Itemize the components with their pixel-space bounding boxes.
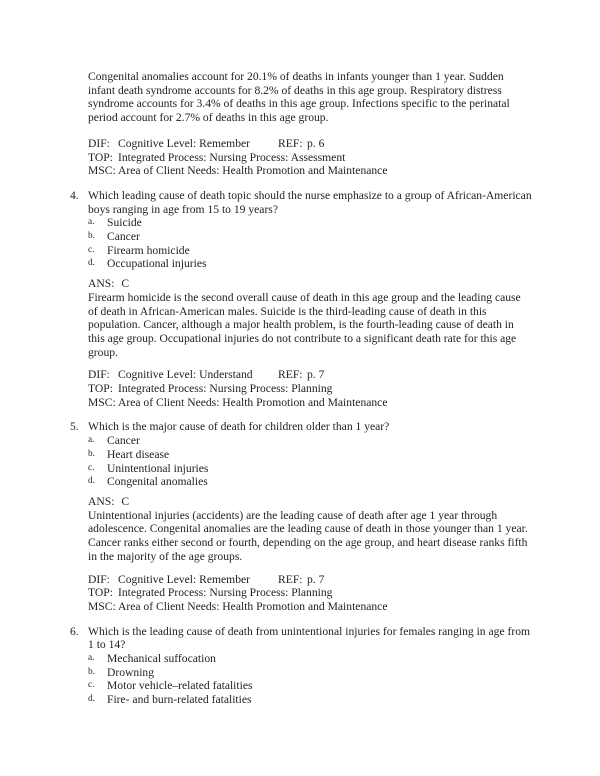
rationale-paragraph: Congenital anomalies account for 20.1% of deaths in infants younger than 1 year. Sudden infant death syndrome accounts for 8.2% of deaths in this age group. Respiratory distress syndrome accounts for 3.4% of deaths in this age group. Infections specific to the perinatal period account for 2.7% of deaths in this age group. <box>88 70 510 125</box>
option-letter: c. <box>88 680 95 691</box>
meta-row-top <box>88 151 533 165</box>
question-text: Which is the leading cause of death from unintentional injuries for females ranging in age from 1 to 14? <box>88 624 531 652</box>
answer-option <box>88 216 533 230</box>
option-text: Mechanical suffocation <box>107 652 216 666</box>
meta-row-top <box>88 382 533 396</box>
option-letter: a. <box>88 217 95 228</box>
answer-line <box>88 495 533 509</box>
question-text: Which leading cause of death topic should the nurse emphasize to a group of African-American boys ranging in age from 15 to 19 years? <box>88 188 532 216</box>
dif-label: DIF: <box>88 368 110 382</box>
option-letter: d. <box>88 476 95 487</box>
meta-row-dif <box>88 368 533 382</box>
answer-option <box>88 257 533 271</box>
msc-value: Area of Client Needs: Health Promotion and Maintenance <box>118 599 388 613</box>
answer-label: ANS: <box>88 277 115 291</box>
dif-label: DIF: <box>88 572 110 586</box>
option-text: Congenital anomalies <box>107 475 208 489</box>
question-text: Which is the major cause of death for children older than 1 year? <box>88 420 390 434</box>
meta-block <box>88 573 533 614</box>
msc-label: MSC: <box>88 395 116 409</box>
option-letter: b. <box>88 448 95 459</box>
answer-option <box>88 693 533 707</box>
answer-option <box>88 244 533 258</box>
question-body <box>88 420 533 613</box>
top-value: Integrated Process: Nursing Process: Planning <box>118 382 333 396</box>
question-item <box>70 420 540 613</box>
meta-block <box>88 368 533 409</box>
answer-option <box>88 448 533 462</box>
answer-option <box>88 666 533 680</box>
option-text: Cancer <box>107 230 140 244</box>
answer-value: C <box>121 277 130 291</box>
ref-value: p. 6 <box>307 136 325 150</box>
ref-label: REF: <box>278 572 303 586</box>
option-letter: b. <box>88 666 95 677</box>
rationale-paragraph: Unintentional injuries (accidents) are the leading cause of death after age 1 year through adolescence. Congenital anomalies are the leading cause of death in those younger than 1 year. Cancer ranks either second or fourth, depending on the age group, and heart disease ranks fifth in the majority of the age groups. <box>88 508 528 563</box>
option-letter: c. <box>88 244 95 255</box>
answer-line <box>88 277 533 291</box>
answer-option <box>88 230 533 244</box>
meta-row-dif <box>88 137 533 151</box>
options-list <box>88 652 533 707</box>
top-value: Integrated Process: Nursing Process: Planning <box>118 586 333 600</box>
option-letter: a. <box>88 435 95 446</box>
option-text: Firearm homicide <box>107 243 190 257</box>
option-text: Drowning <box>107 665 155 679</box>
question-item <box>70 189 540 410</box>
meta-row-msc <box>88 600 533 614</box>
top-label: TOP: <box>88 382 113 396</box>
ref-value: p. 7 <box>307 572 325 586</box>
ref-label: REF: <box>278 136 303 150</box>
dif-value: Cognitive Level: Understand <box>118 368 253 382</box>
meta-row-top <box>88 586 533 600</box>
msc-value: Area of Client Needs: Health Promotion and Maintenance <box>118 395 388 409</box>
top-label: TOP: <box>88 586 113 600</box>
answer-option <box>88 462 533 476</box>
option-text: Unintentional injuries <box>107 461 209 475</box>
option-letter: a. <box>88 653 95 664</box>
question-body <box>88 189 533 410</box>
option-text: Motor vehicle–related fatalities <box>107 679 253 693</box>
option-letter: b. <box>88 231 95 242</box>
msc-label: MSC: <box>88 599 116 613</box>
question-item <box>70 625 540 707</box>
top-value: Integrated Process: Nursing Process: Assessment <box>118 150 346 164</box>
meta-row-msc <box>88 164 533 178</box>
meta-block <box>88 137 533 178</box>
option-letter: d. <box>88 694 95 705</box>
meta-row-dif <box>88 573 533 587</box>
option-letter: c. <box>88 462 95 473</box>
answer-value: C <box>121 494 130 508</box>
ref-value: p. 7 <box>307 368 325 382</box>
msc-value: Area of Client Needs: Health Promotion and Maintenance <box>118 164 388 178</box>
options-list <box>88 216 533 271</box>
options-list <box>88 434 533 489</box>
answer-option <box>88 679 533 693</box>
answer-option <box>88 434 533 448</box>
msc-label: MSC: <box>88 164 116 178</box>
dif-value: Cognitive Level: Remember <box>118 572 251 586</box>
meta-row-msc <box>88 396 533 410</box>
option-letter: d. <box>88 258 95 269</box>
dif-value: Cognitive Level: Remember <box>118 136 251 150</box>
option-text: Heart disease <box>107 447 170 461</box>
top-label: TOP: <box>88 150 113 164</box>
option-text: Fire- and burn-related fatalities <box>107 693 252 707</box>
option-text: Occupational injuries <box>107 257 207 271</box>
question-number: 6. <box>70 624 79 638</box>
option-text: Suicide <box>107 216 142 230</box>
question-number: 4. <box>70 188 79 202</box>
question-number: 5. <box>70 420 79 434</box>
page-content <box>70 70 540 707</box>
ref-label: REF: <box>278 368 303 382</box>
answer-label: ANS: <box>88 494 115 508</box>
answer-option <box>88 652 533 666</box>
option-text: Cancer <box>107 434 140 448</box>
dif-label: DIF: <box>88 136 110 150</box>
answer-option <box>88 475 533 489</box>
question-body <box>88 625 533 707</box>
rationale-paragraph: Firearm homicide is the second overall cause of death in this age group and the leading cause of death in African-American males. Suicide is the third-leading cause of death in this population. Cancer, although a major health problem, is the fourth-leading cause of death in this age group. Occupational injuries do not contribute to a significant death rate for this age group. <box>88 290 521 359</box>
